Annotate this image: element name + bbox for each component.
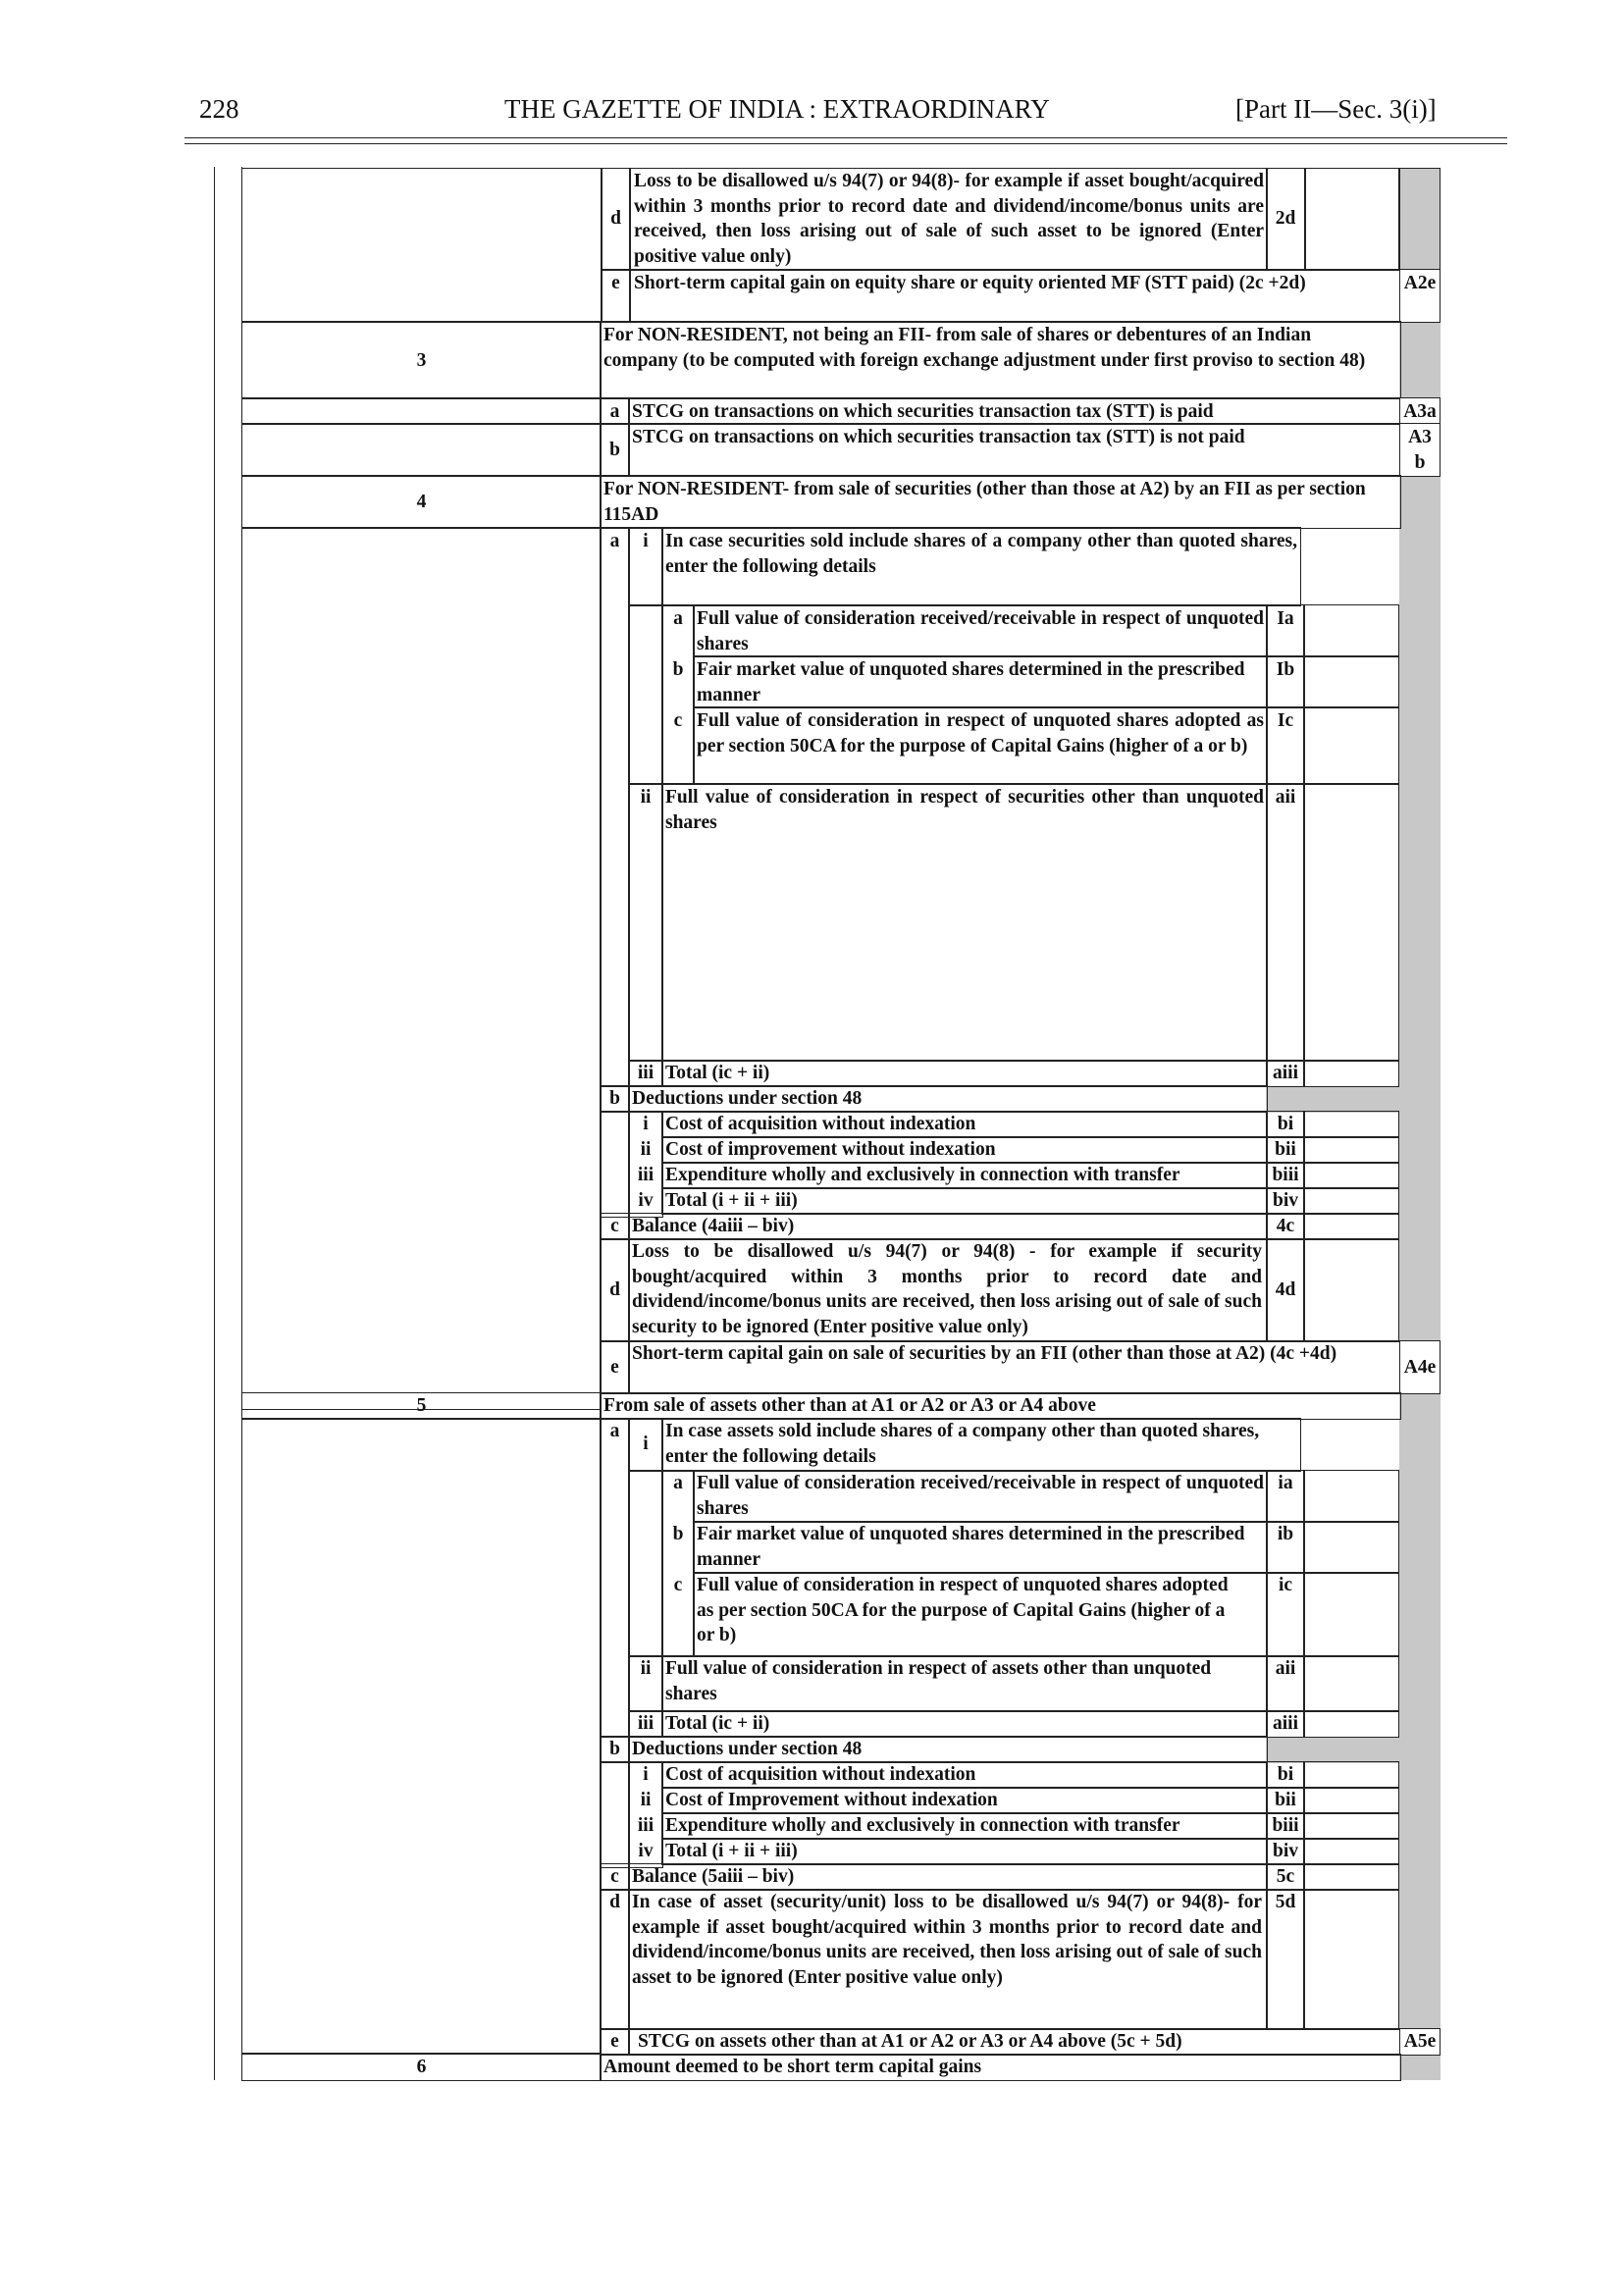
cell-value bbox=[1303, 604, 1399, 657]
row-5b-letter: b bbox=[609, 1739, 620, 1759]
shaded-cell-4b bbox=[1266, 1087, 1399, 1113]
row-4ai-text: In case securities sold include shares of a company other than quoted shares, enter the following details bbox=[665, 531, 1297, 577]
cell-blank bbox=[241, 527, 602, 1410]
row-5biv-code: biv bbox=[1272, 1841, 1298, 1861]
cell-shade bbox=[1399, 168, 1441, 271]
cell-value bbox=[1303, 1213, 1399, 1240]
row-2d-code: 2d bbox=[1275, 208, 1296, 229]
row-5ib-text: Fair market value of unquoted shares determined in the prescribed manner bbox=[697, 1524, 1245, 1570]
row-4biii-text: Expenditure wholly and exclusively in connection with transfer bbox=[665, 1165, 1180, 1185]
row-4ic-text: Full value of consideration in respect of unquoted shares adopted as per section 50CA for the purpose of Capital Gains (higher of a or b) bbox=[697, 710, 1264, 756]
cell-code bbox=[1266, 783, 1305, 1062]
row-2e-text: Short-term capital gain on equity share or equity oriented MF (STT paid) (2c +2d) bbox=[634, 273, 1306, 293]
row-5bii-roman: ii bbox=[640, 1790, 652, 1810]
row-4c-code: 4c bbox=[1276, 1216, 1295, 1236]
row-5e-letter: e bbox=[610, 2031, 619, 2052]
cell-roman bbox=[628, 783, 663, 1062]
row-5ib-code: ib bbox=[1277, 1524, 1294, 1544]
row-4d-code: 4d bbox=[1275, 1279, 1296, 1300]
row-4bi-text: Cost of acquisition without indexation bbox=[665, 1114, 976, 1134]
row-4-num: 4 bbox=[416, 492, 427, 512]
row-4bi-code: bi bbox=[1277, 1114, 1294, 1134]
row-4d-text: Loss to be disallowed u/s 94(7) or 94(8) - for example if security bought/acquired within 3 months prior to record date and dividend/income/bonus units are received, then loss arising out of sale of such security to be ignored (Enter positive value only) bbox=[632, 1241, 1262, 1337]
cell-value bbox=[1303, 1187, 1399, 1215]
row-5ai-text: In case assets sold include shares of a company other than quoted shares, enter the following details bbox=[665, 1421, 1260, 1467]
row-4bii-code: bii bbox=[1275, 1139, 1296, 1160]
cell-value bbox=[1303, 1812, 1399, 1840]
row-3a-text: STCG on transactions on which securities transaction tax (STT) is paid bbox=[632, 401, 1214, 422]
cell-value bbox=[1303, 655, 1399, 708]
row-4ia-text: Full value of consideration received/receivable in respect of unquoted shares bbox=[697, 608, 1264, 654]
row-5bi-text: Cost of acquisition without indexation bbox=[665, 1764, 976, 1785]
row-5aii-text: Full value of consideration in respect of assets other than unquoted shares bbox=[665, 1658, 1212, 1704]
row-5aiii-code: aiii bbox=[1272, 1713, 1298, 1734]
row-5ia-text: Full value of consideration received/receivable in respect of unquoted shares bbox=[697, 1473, 1264, 1519]
cell-value bbox=[1303, 1136, 1399, 1164]
row-4ai-roman: i bbox=[643, 531, 649, 551]
row-5c-text: Balance (5aiii – biv) bbox=[632, 1866, 795, 1887]
cell-roman bbox=[628, 604, 663, 785]
row-5aii-code: aii bbox=[1275, 1658, 1296, 1679]
cell-value bbox=[1303, 1470, 1399, 1523]
row-6-text: Amount deemed to be short term capital gains bbox=[603, 2057, 982, 2077]
row-4b-letter: b bbox=[609, 1088, 620, 1109]
cell-sub bbox=[661, 1470, 695, 1657]
row-4ib-text: Fair market value of unquoted shares determined in the prescribed manner bbox=[697, 659, 1245, 705]
row-4bii-roman: ii bbox=[640, 1139, 652, 1160]
row-3b-letter: b bbox=[609, 440, 620, 460]
row-3-text: For NON-RESIDENT, not being an FII- from sale of shares or debentures of an Indian company (to be computed with foreign exchange adjustment under first proviso to section 48) bbox=[603, 325, 1366, 371]
row-2e-letter: e bbox=[611, 273, 620, 293]
row-3-num: 3 bbox=[416, 350, 427, 371]
row-4aiii-roman: iii bbox=[637, 1063, 655, 1083]
row-2d-text: Loss to be disallowed u/s 94(7) or 94(8)- for example if asset bought/acquired within 3 months prior to record date and dividend/income/bonus units are received, then loss arising out of sale of such asset to be ignored (Enter positive value only) bbox=[634, 171, 1264, 267]
row-5ic-letter: c bbox=[673, 1575, 683, 1595]
cell-value bbox=[1303, 1111, 1399, 1138]
row-4b-text: Deductions under section 48 bbox=[632, 1088, 863, 1109]
row-5a-letter: a bbox=[609, 1421, 620, 1441]
row-5ai-roman: i bbox=[643, 1434, 649, 1454]
row-4biv-text: Total (i + ii + iii) bbox=[665, 1190, 798, 1211]
row-4aiii-code: aiii bbox=[1272, 1063, 1298, 1083]
cell-value bbox=[1303, 1162, 1399, 1189]
row-5d-text: In case of asset (security/unit) loss to be disallowed u/s 94(7) or 94(8)- for example if asset bought/acquired within 3 months prior to record date and dividend/income/bonus units are received, then loss arising out of sale of such asset to be ignored (Enter positive value only) bbox=[632, 1892, 1262, 1988]
row-4biv-code: biv bbox=[1272, 1190, 1298, 1211]
row-5bi-roman: i bbox=[643, 1764, 649, 1785]
row-6-num: 6 bbox=[416, 2057, 427, 2077]
row-4ib-code: Ib bbox=[1276, 659, 1295, 680]
row-3b-code: A3 b bbox=[1408, 427, 1432, 473]
row-5d-letter: d bbox=[609, 1892, 620, 1912]
row-4c-text: Balance (4aiii – biv) bbox=[632, 1216, 795, 1236]
gazette-title: THE GAZETTE OF INDIA : EXTRAORDINARY bbox=[504, 94, 1050, 124]
row-5ia-code: ia bbox=[1278, 1473, 1293, 1493]
row-4aii-text: Full value of consideration in respect of securities other than unquoted shares bbox=[665, 787, 1264, 833]
row-5c-letter: c bbox=[610, 1866, 619, 1887]
row-3a-code: A3a bbox=[1403, 401, 1437, 422]
row-4ia-letter: a bbox=[673, 608, 683, 629]
row-4a-letter: a bbox=[609, 531, 620, 551]
row-4aii-code: aii bbox=[1275, 787, 1296, 808]
cell-value bbox=[1303, 1238, 1399, 1342]
row-5bii-text: Cost of Improvement without indexation bbox=[665, 1790, 998, 1810]
row-5biv-text: Total (i + ii + iii) bbox=[665, 1841, 798, 1861]
cell-value bbox=[1303, 1787, 1399, 1814]
row-5c-code: 5c bbox=[1276, 1866, 1295, 1887]
row-4bi-roman: i bbox=[643, 1114, 649, 1134]
cell-blank bbox=[241, 1418, 602, 2054]
page-number: 228 bbox=[199, 94, 239, 124]
row-2e-code: A2e bbox=[1403, 273, 1437, 293]
cell-blank bbox=[241, 423, 602, 477]
row-3b-text: STCG on transactions on which securities transaction tax (STT) is not paid bbox=[632, 427, 1245, 447]
cell-value bbox=[1303, 1838, 1399, 1865]
row-5e-code: A5e bbox=[1403, 2031, 1437, 2052]
row-5bii-code: bii bbox=[1275, 1790, 1296, 1810]
cell-letter bbox=[600, 1418, 630, 1738]
row-4ic-letter: c bbox=[673, 710, 683, 731]
cell-value bbox=[1303, 706, 1399, 785]
cell-letter bbox=[600, 1111, 630, 1218]
row-5ib-letter: b bbox=[672, 1524, 684, 1544]
row-3a-letter: a bbox=[609, 401, 620, 422]
row-5e-text: STCG on assets other than at A1 or A2 or A3 or A4 above (5c + 5d) bbox=[638, 2031, 1182, 2052]
row-4e-text: Short-term capital gain on sale of securities by an FII (other than those at A2) (4c +4d) bbox=[632, 1343, 1337, 1364]
row-4biii-roman: iii bbox=[637, 1165, 655, 1185]
cell-blank bbox=[241, 397, 602, 425]
cell-value bbox=[1303, 1710, 1399, 1738]
row-4ia-code: Ia bbox=[1277, 608, 1294, 629]
row-4aiii-text: Total (ic + ii) bbox=[665, 1063, 770, 1083]
row-5ia-letter: a bbox=[673, 1473, 683, 1493]
row-4ib-letter: b bbox=[672, 659, 684, 680]
row-4e-code: A4e bbox=[1403, 1357, 1437, 1378]
row-5aii-roman: ii bbox=[640, 1658, 652, 1679]
row-4aii-roman: ii bbox=[640, 787, 652, 808]
row-5ic-code: ic bbox=[1278, 1575, 1293, 1595]
cell-sub bbox=[661, 604, 695, 785]
shaded-cell-5b bbox=[1266, 1738, 1399, 1763]
part-section: [Part II—Sec. 3(i)] bbox=[1235, 94, 1437, 124]
row-5biii-roman: iii bbox=[637, 1815, 655, 1836]
row-5ic-text: Full value of consideration in respect of unquoted shares adopted as per section 50CA for the purpose of Capital Gains (higher of a or b) bbox=[697, 1575, 1229, 1645]
row-5d-code: 5d bbox=[1275, 1892, 1296, 1912]
cell-value bbox=[1303, 1521, 1399, 1574]
row-2d-letter: d bbox=[610, 208, 621, 229]
row-5aiii-text: Total (ic + ii) bbox=[665, 1713, 770, 1734]
cell-value bbox=[1303, 1655, 1399, 1712]
row-5biii-text: Expenditure wholly and exclusively in connection with transfer bbox=[665, 1815, 1180, 1836]
cell-value bbox=[1303, 1863, 1399, 1891]
row-5aiii-roman: iii bbox=[637, 1713, 655, 1734]
row-4biii-code: biii bbox=[1272, 1165, 1299, 1185]
row-5-text: From sale of assets other than at A1 or A2 or A3 or A4 above bbox=[603, 1395, 1096, 1416]
row-4ic-code: Ic bbox=[1277, 710, 1294, 731]
cell-letter bbox=[600, 527, 630, 1087]
row-4d-letter: d bbox=[609, 1279, 620, 1300]
row-5biv-roman: iv bbox=[638, 1841, 654, 1861]
row-5biii-code: biii bbox=[1272, 1815, 1299, 1836]
row-5b-text: Deductions under section 48 bbox=[632, 1739, 863, 1759]
cell-value bbox=[1303, 1060, 1399, 1087]
cell-roman bbox=[628, 1470, 663, 1657]
row-5bi-code: bi bbox=[1277, 1764, 1294, 1785]
cell-value bbox=[1303, 1572, 1399, 1657]
cell-value bbox=[1303, 1889, 1399, 2030]
row-4e-letter: e bbox=[610, 1357, 619, 1378]
cell-value bbox=[1303, 1761, 1399, 1789]
cell-value bbox=[1305, 168, 1399, 271]
cell-blank bbox=[241, 168, 602, 323]
row-4-text: For NON-RESIDENT- from sale of securities (other than those at A2) by an FII as per section 115AD bbox=[603, 479, 1366, 525]
cell-letter bbox=[600, 1761, 630, 1868]
row-4c-letter: c bbox=[610, 1216, 619, 1236]
row-4bii-text: Cost of improvement without indexation bbox=[665, 1139, 996, 1160]
row-4biv-roman: iv bbox=[638, 1190, 654, 1211]
cell-value bbox=[1303, 783, 1399, 1062]
row-5-num: 5 bbox=[416, 1395, 427, 1416]
